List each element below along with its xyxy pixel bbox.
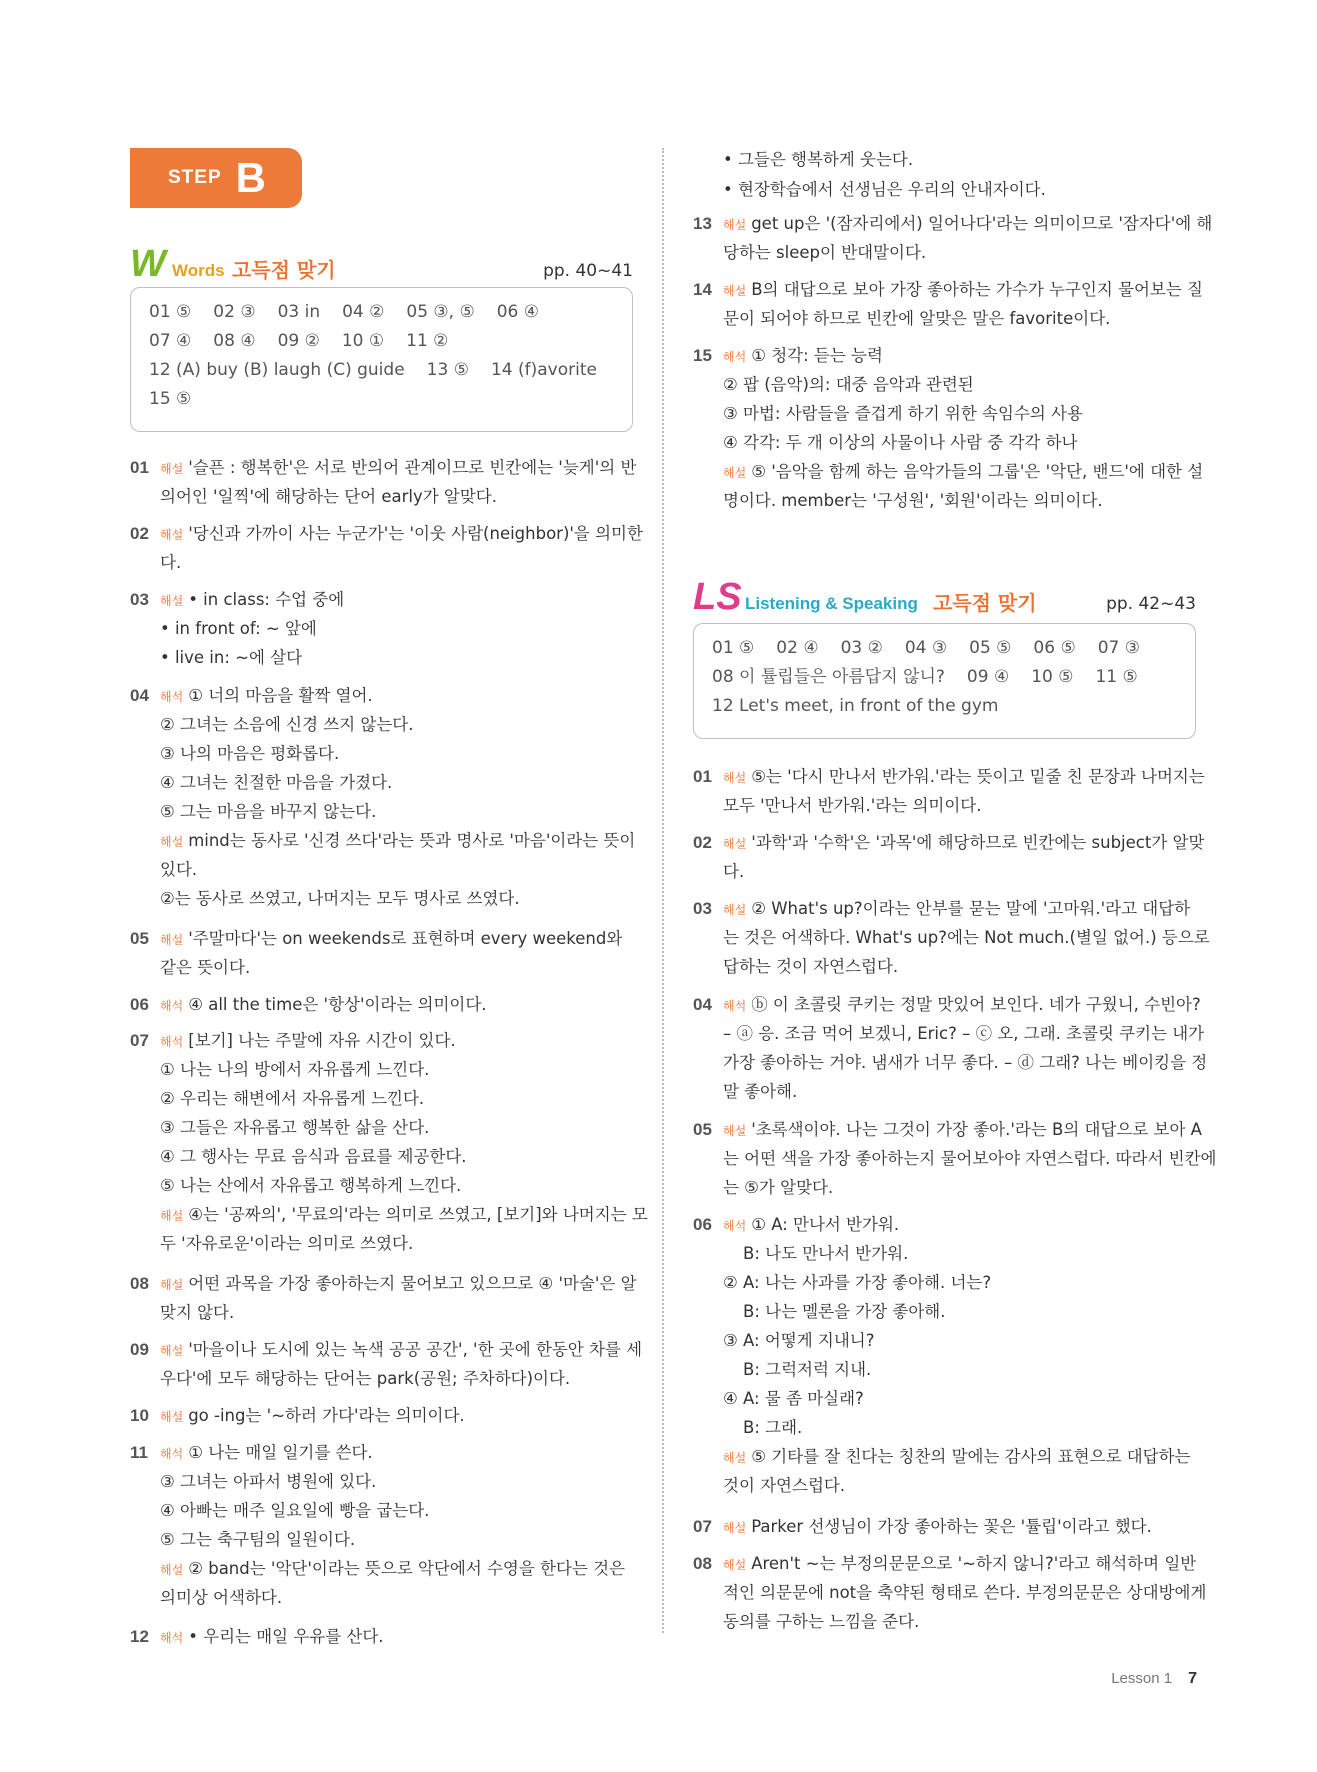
explanation-text: ③ 그녀는 아파서 병원에 있다. xyxy=(160,1471,377,1491)
explanation-text: Parker 선생님이 가장 좋아하는 꽃은 '튤립'이라고 했다. xyxy=(751,1517,1152,1536)
answer-item: 05 ③, ⑤ xyxy=(406,302,475,322)
explanation-text: ② 우리는 해변에서 자유롭게 느낀다. xyxy=(160,1089,425,1108)
explanation-text: 명이다. member는 '구성원', '회원'이라는 의미이다. xyxy=(723,491,1103,510)
item-number: 07 xyxy=(130,1031,149,1050)
explanation-line xyxy=(693,1019,1205,1048)
explanation-text: mind는 동사로 '신경 쓰다'라는 뜻과 명사로 '마음'이라는 뜻이 xyxy=(188,830,636,850)
explanation-line xyxy=(130,797,633,826)
explanation-line xyxy=(130,548,633,577)
explanation-tag: 해설 xyxy=(723,1451,747,1465)
explanation-text: B: 그래. xyxy=(743,1418,803,1437)
explanation-item xyxy=(693,341,1204,515)
explanation-line xyxy=(130,1467,633,1496)
explanation-text: ⑤ 그는 마음을 바꾸지 않는다. xyxy=(160,801,377,821)
explanation-tag: 해설 xyxy=(160,834,184,849)
explanation-text: • in class: 수업 중에 xyxy=(188,590,345,609)
explanation-item xyxy=(693,209,1213,267)
answer-item: 02 ④ xyxy=(776,638,819,658)
explanation-text: ⓑ 이 초콜릿 쿠키는 정말 맛있어 보인다. 네가 구웠니, 수빈아? xyxy=(751,994,1201,1014)
item-number: 01 xyxy=(693,767,712,786)
step-word: STEP xyxy=(168,167,222,188)
explanation-line xyxy=(130,585,633,614)
explanation-line xyxy=(693,399,1196,428)
explanation-line xyxy=(130,924,633,953)
explanation-text: go -ing는 '~하러 가다'라는 의미이다. xyxy=(188,1406,465,1425)
explanation-text: 우다'에 모두 해당하는 단어는 park(공원; 주차하다)이다. xyxy=(160,1369,571,1388)
explanation-text: ② band는 '악단'이라는 뜻으로 악단에서 수영을 한다는 것은 xyxy=(188,1558,626,1578)
item-number: 14 xyxy=(693,280,712,299)
explanation-item xyxy=(693,828,1205,886)
explanation-text: • 우리는 매일 우유를 산다. xyxy=(188,1626,384,1646)
explanation-text: 다. xyxy=(160,553,182,572)
item-number: 03 xyxy=(130,590,149,609)
item-number: 13 xyxy=(693,214,712,233)
explanation-text: 맞지 않다. xyxy=(160,1303,235,1322)
item-number: 03 xyxy=(693,899,712,918)
explanation-line xyxy=(130,1401,633,1430)
explanation-text: B의 대답으로 보아 가장 좋아하는 가수가 누구인지 물어보는 질 xyxy=(751,280,1203,299)
explanation-line xyxy=(693,1239,1196,1268)
ls-title: 고득점 맞기 xyxy=(933,591,1037,615)
answer-item: 07 ③ xyxy=(1097,638,1140,658)
explanation-item xyxy=(693,1210,1196,1500)
explanation-line xyxy=(693,791,1196,820)
explanation-item xyxy=(693,275,1203,333)
explanation-tag: 해설 xyxy=(160,932,184,947)
explanation-text: 동의를 구하는 느낌을 준다. xyxy=(723,1611,920,1631)
explanation-item xyxy=(693,1512,1196,1541)
page-footer xyxy=(1111,1670,1197,1688)
explanation-item xyxy=(693,1549,1207,1636)
item-number: 05 xyxy=(693,1119,712,1139)
explanation-item xyxy=(693,894,1210,981)
explanation-line xyxy=(130,710,633,739)
item-number: 11 xyxy=(130,1442,148,1462)
explanation-line xyxy=(693,1512,1196,1541)
explanation-tag: 해설 xyxy=(723,218,747,232)
explanation-line xyxy=(130,990,633,1019)
explanation-text: ⑤ 기타를 잘 친다는 칭찬의 말에는 감사의 표현으로 대답하는 xyxy=(751,1447,1191,1466)
explanation-text: 의어인 '일찍'에 해당하는 단어 early가 알맞다. xyxy=(160,487,497,506)
explanation-line xyxy=(130,1142,633,1171)
explanation-text: ① 나는 매일 일기를 쓴다. xyxy=(188,1442,373,1462)
explanation-item xyxy=(130,1622,633,1651)
answer-item: 13 ⑤ xyxy=(426,360,469,380)
explanation-line xyxy=(693,1578,1207,1607)
explanation-line xyxy=(693,1442,1196,1471)
explanation-text: B: 그럭저럭 지내. xyxy=(743,1360,872,1379)
explanation-text: ① A: 만나서 반가워. xyxy=(751,1215,900,1234)
explanation-line xyxy=(130,884,633,913)
explanation-line xyxy=(693,1077,1196,1106)
answer-item: 07 ④ xyxy=(149,331,192,351)
explanation-text: ④ 각각: 두 개 이상의 사물이나 사람 중 각각 하나 xyxy=(723,433,1078,452)
explanation-line xyxy=(130,1335,643,1364)
explanation-item xyxy=(130,681,636,913)
answer-item: 05 ⑤ xyxy=(969,638,1012,658)
answer-item: 09 ② xyxy=(277,331,320,351)
explanation-tag: 해설 xyxy=(160,594,184,608)
words-title: 고득점 맞기 xyxy=(232,258,336,282)
explanation-text: ⑤는 '다시 만나서 반가워.'라는 뜻이고 밑줄 친 문장과 나머지는 xyxy=(751,767,1205,786)
explanation-item xyxy=(130,1269,637,1327)
explanation-text: 가장 좋아하는 거야. 냄새가 너무 좋다. – ⓓ 그래? 나는 베이킹을 정 xyxy=(723,1052,1208,1072)
explanation-line xyxy=(693,1384,1196,1413)
explanation-line xyxy=(130,855,633,884)
answer-item: 14 (f)avorite xyxy=(490,360,597,380)
answer-item: 08 이 튤립들은 아름답지 않니? xyxy=(712,667,945,687)
explanation-tag: 해설 xyxy=(723,1521,747,1535)
explanation-text: ① 너의 마음을 활짝 열어. xyxy=(188,685,373,705)
explanation-item xyxy=(130,1401,633,1430)
ls-logo-icon: LS xyxy=(693,576,742,618)
explanation-line xyxy=(130,1055,633,1084)
explanation-item xyxy=(130,585,633,672)
explanation-line xyxy=(130,1583,633,1612)
explanation-line xyxy=(130,1525,633,1554)
explanation-text: ④ all the time은 '항상'이라는 의미이다. xyxy=(188,994,487,1014)
explanation-line xyxy=(693,1297,1196,1326)
explanation-tag: 해설 xyxy=(723,1557,747,1572)
explanation-text: ④는 '공짜의', '무료의'라는 의미로 쓰였고, [보기]와 나머지는 모 xyxy=(188,1205,648,1224)
answer-item: 04 ② xyxy=(342,302,385,322)
explanation-text: 는 어떤 색을 가장 좋아하는지 물어보아야 자연스럽다. 따라서 빈칸에 xyxy=(723,1148,1217,1168)
explanation-item xyxy=(130,1026,648,1258)
item-number: 12 xyxy=(130,1626,149,1646)
answer-item: 11 ⑤ xyxy=(1095,667,1138,687)
explanation-line xyxy=(130,453,637,482)
words-header xyxy=(130,245,633,285)
explanation-line xyxy=(693,238,1196,267)
explanation-line xyxy=(693,1115,1202,1144)
answer-line xyxy=(712,634,1177,663)
explanation-item xyxy=(130,1438,633,1612)
explanation-line xyxy=(130,739,633,768)
item-number: 06 xyxy=(693,1215,712,1234)
explanation-line xyxy=(693,1144,1217,1173)
explanation-tag: 해설 xyxy=(160,1209,184,1223)
explanation-text: ③ 그들은 자유롭고 행복한 삶을 산다. xyxy=(160,1118,430,1137)
explanation-line xyxy=(693,952,1196,981)
explanation-text: 적인 의문문에 not을 축약된 형태로 쓴다. 부정의문문은 상대방에게 xyxy=(723,1582,1207,1602)
answer-item: 15 ⑤ xyxy=(149,389,192,409)
explanation-text: ① 나는 나의 방에서 자유롭게 느낀다. xyxy=(160,1060,430,1079)
explanation-line xyxy=(130,1438,633,1467)
item-number: 07 xyxy=(693,1517,712,1536)
explanation-tag: 해설 xyxy=(723,771,747,785)
explanation-text: [보기] 나는 주말에 자유 시간이 있다. xyxy=(188,1031,456,1050)
explanation-text: 것이 자연스럽다. xyxy=(723,1476,846,1495)
explanation-text: – ⓐ 응. 조금 먹어 보겠니, Eric? – ⓒ 오, 그래. 초콜릿 쿠키는 내가 xyxy=(723,1023,1205,1043)
explanation-tag: 해설 xyxy=(160,1344,184,1358)
explanation-text: get up은 '(잠자리에서) 일어나다'라는 의미이므로 '잠자다'에 해 xyxy=(751,214,1213,233)
words-logo-icon: W xyxy=(130,243,166,285)
explanation-text: ⑤ '음악을 함께 하는 음악가들의 그룹'은 '악단, 밴드'에 대한 설 xyxy=(751,462,1204,481)
explanation-line xyxy=(693,275,1203,304)
answer-item: 08 ④ xyxy=(213,331,256,351)
explanation-line xyxy=(693,1471,1196,1500)
ls-sub: Listening & Speaking xyxy=(745,594,918,613)
explanation-line xyxy=(130,1113,633,1142)
explanation-text: '슬픈 : 행복한'은 서로 반의어 관계이므로 빈칸에는 '늦게'의 반 xyxy=(188,458,637,477)
answer-line xyxy=(712,663,1177,692)
explanation-line xyxy=(693,486,1196,515)
explanation-line xyxy=(130,826,636,855)
explanation-text: ②는 동사로 쓰였고, 나머지는 모두 명사로 쓰였다. xyxy=(160,888,520,908)
explanation-text: '초록색이야. 나는 그것이 가장 좋아.'라는 B의 대답으로 보아 A xyxy=(751,1119,1202,1139)
explanation-text: • in front of: ~ 앞에 xyxy=(160,619,317,638)
item-number: 08 xyxy=(693,1553,712,1573)
explanation-text: 문이 되어야 하므로 빈칸에 알맞은 말은 favorite이다. xyxy=(723,309,1111,328)
explanation-line xyxy=(693,370,1196,399)
explanation-line xyxy=(130,1200,648,1229)
continuation-line: • 현장학습에서 선생님은 우리의 안내자이다. xyxy=(723,179,1046,199)
answer-item: 09 ④ xyxy=(966,667,1010,687)
answer-item: 04 ③ xyxy=(904,638,948,658)
explanation-text: '당신과 가까이 사는 누군가'는 '이웃 사람(neighbor)'을 의미한 xyxy=(188,524,643,543)
explanation-text: 있다. xyxy=(160,859,198,879)
explanation-text: ⑤ 나는 산에서 자유롭고 행복하게 느낀다. xyxy=(160,1176,462,1195)
explanation-line xyxy=(130,768,633,797)
explanation-line xyxy=(130,1026,633,1055)
words-pages: pp. 40~41 xyxy=(543,261,633,281)
answer-item: 10 ① xyxy=(341,331,385,351)
explanation-text: Aren't ~는 부정의문문으로 '~하지 않니?'라고 해석하며 일반 xyxy=(751,1553,1197,1573)
item-number: 09 xyxy=(130,1340,149,1359)
explanation-tag: 해석 xyxy=(160,689,184,704)
explanation-tag: 해설 xyxy=(723,903,747,917)
item-number: 08 xyxy=(130,1274,149,1293)
explanation-text: '과학'과 '수학'은 '과목'에 해당하므로 빈칸에는 subject가 알맞 xyxy=(751,833,1205,852)
explanation-item xyxy=(130,453,637,511)
explanation-text: ① 청각: 듣는 능력 xyxy=(751,346,883,365)
explanation-tag: 해설 xyxy=(160,1410,184,1424)
explanation-line xyxy=(130,1298,633,1327)
explanation-tag: 해설 xyxy=(160,1278,184,1292)
item-number: 04 xyxy=(693,994,712,1014)
explanation-text: 는 것은 어색하다. What's up?에는 Not much.(별일 없어.) 등으로 xyxy=(723,928,1210,947)
explanation-line xyxy=(693,457,1204,486)
item-number: 01 xyxy=(130,458,149,477)
item-number: 04 xyxy=(130,685,149,705)
words-answer-box xyxy=(130,287,633,432)
answer-item: 01 ⑤ xyxy=(149,302,192,322)
explanation-item xyxy=(693,990,1208,1106)
item-number: 02 xyxy=(130,524,149,543)
explanation-tag: 해석 xyxy=(723,1219,747,1233)
explanation-text: 어떤 과목을 가장 좋아하는지 물어보고 있으므로 ④ '마술'은 알 xyxy=(188,1274,637,1293)
explanation-text: 다. xyxy=(723,862,745,881)
explanation-text: ② A: 나는 사과를 가장 좋아해. 너는? xyxy=(723,1273,992,1292)
answer-item: 06 ⑤ xyxy=(1033,638,1076,658)
explanation-text: 같은 뜻이다. xyxy=(160,957,251,977)
explanation-text: ③ A: 어떻게 지내니? xyxy=(723,1331,875,1350)
explanation-line xyxy=(693,857,1196,886)
explanation-line xyxy=(693,341,1196,370)
explanation-item xyxy=(130,924,633,982)
explanation-text: ③ 나의 마음은 평화롭다. xyxy=(160,743,340,763)
item-number: 06 xyxy=(130,994,149,1014)
explanation-line xyxy=(693,1173,1196,1202)
explanation-text: '주말마다'는 on weekends로 표현하며 every weekend와 xyxy=(188,928,623,948)
answer-item: 10 ⑤ xyxy=(1031,667,1074,687)
explanation-item xyxy=(693,1115,1217,1202)
explanation-tag: 해석 xyxy=(160,998,184,1013)
explanation-line xyxy=(130,482,633,511)
page-number: 7 xyxy=(1188,1670,1197,1687)
explanation-line xyxy=(130,1171,633,1200)
explanation-text: ② What's up?이라는 안부를 묻는 말에 '고마워.'라고 대답하 xyxy=(751,899,1191,918)
explanation-line xyxy=(693,428,1196,457)
item-number: 05 xyxy=(130,928,149,948)
explanation-line xyxy=(693,1607,1196,1636)
explanation-text: B: 나는 멜론을 가장 좋아해. xyxy=(743,1302,946,1321)
explanation-line xyxy=(130,1364,633,1393)
item-number: 02 xyxy=(693,833,712,852)
explanation-line xyxy=(130,614,633,643)
explanation-line xyxy=(130,1554,633,1583)
explanation-line xyxy=(130,953,633,982)
explanation-line xyxy=(130,681,633,710)
explanation-line xyxy=(693,1210,1196,1239)
explanation-text: ⑤ 그는 축구팀의 일원이다. xyxy=(160,1529,356,1549)
explanation-tag: 해석 xyxy=(160,1035,184,1049)
explanation-line xyxy=(693,762,1205,791)
answer-item: 02 ③ xyxy=(213,302,256,322)
explanation-line xyxy=(130,1084,633,1113)
answer-item: 03 in xyxy=(277,302,321,322)
step-letter: B xyxy=(235,154,266,201)
explanation-line xyxy=(693,1413,1196,1442)
explanation-line xyxy=(693,828,1205,857)
explanation-line xyxy=(130,1269,637,1298)
item-number: 10 xyxy=(130,1406,149,1425)
answer-item: 12 (A) buy (B) laugh (C) guide xyxy=(149,360,405,380)
explanation-tag: 해석 xyxy=(160,1446,184,1461)
explanation-item xyxy=(693,762,1205,820)
words-sub: Words xyxy=(172,261,225,280)
answer-item: 03 ② xyxy=(840,638,883,658)
answer-line xyxy=(149,385,614,414)
answer-item: 01 ⑤ xyxy=(712,638,755,658)
explanation-line xyxy=(693,1268,1196,1297)
explanation-tag: 해석 xyxy=(723,350,747,364)
explanation-line xyxy=(693,1355,1196,1384)
explanation-text: ④ 그 행사는 무료 음식과 음료를 제공한다. xyxy=(160,1147,467,1166)
explanation-line xyxy=(693,923,1210,952)
answer-item: 11 ② xyxy=(406,331,449,351)
explanation-item xyxy=(130,990,633,1019)
explanation-line xyxy=(130,519,643,548)
explanation-text: '마을이나 도시에 있는 녹색 공공 공간', '한 곳에 한동안 차를 세 xyxy=(188,1340,643,1359)
answer-item: 06 ④ xyxy=(496,302,539,322)
ls-answer-box xyxy=(693,623,1196,739)
answer-item: 12 Let's meet, in front of the gym xyxy=(712,696,999,716)
explanation-text: ② 팝 (음악)의: 대중 음악과 관련된 xyxy=(723,375,974,394)
explanation-text: • live in: ~에 살다 xyxy=(160,648,303,667)
explanation-tag: 해설 xyxy=(723,466,747,480)
explanation-text: 모두 '만나서 반가워.'라는 의미이다. xyxy=(723,796,982,815)
explanation-tag: 해설 xyxy=(160,528,184,542)
explanation-text: 는 ⑤가 알맞다. xyxy=(723,1177,834,1197)
explanation-text: 두 '자유로운'이라는 의미로 쓰였다. xyxy=(160,1234,414,1253)
explanation-line xyxy=(693,304,1196,333)
explanation-line xyxy=(693,894,1196,923)
explanation-tag: 해석 xyxy=(723,998,747,1013)
explanation-text: 말 좋아해. xyxy=(723,1081,798,1101)
explanation-line xyxy=(130,1229,633,1258)
explanation-text: ③ 마법: 사람들을 즐겁게 하기 위한 속임수의 사용 xyxy=(723,404,1083,423)
answer-line xyxy=(149,327,614,356)
explanation-line xyxy=(693,1326,1196,1355)
explanation-text: ④ 그녀는 친절한 마음을 가졌다. xyxy=(160,772,393,792)
explanation-line xyxy=(130,1496,633,1525)
explanation-item xyxy=(130,519,643,577)
explanation-text: B: 나도 만나서 반가워. xyxy=(743,1244,909,1263)
explanation-line xyxy=(693,1048,1208,1077)
explanation-text: ④ 아빠는 매주 일요일에 빵을 굽는다. xyxy=(160,1500,430,1520)
explanation-text: 답하는 것이 자연스럽다. xyxy=(723,957,899,976)
explanation-tag: 해설 xyxy=(723,284,747,298)
explanation-tag: 해설 xyxy=(160,1562,184,1577)
explanation-line xyxy=(693,1549,1196,1578)
explanation-line xyxy=(693,990,1201,1019)
explanation-line xyxy=(130,643,633,672)
explanation-tag: 해설 xyxy=(723,1123,747,1138)
answer-line xyxy=(149,298,614,327)
explanation-line xyxy=(693,209,1213,238)
item-number: 15 xyxy=(693,346,712,365)
explanation-line xyxy=(130,1622,633,1651)
explanation-item xyxy=(130,1335,643,1393)
continuation-line: • 그들은 행복하게 웃는다. xyxy=(723,150,914,169)
explanation-text: 당하는 sleep이 반대말이다. xyxy=(723,243,927,262)
column-divider xyxy=(662,148,664,1633)
ls-pages: pp. 42~43 xyxy=(1106,594,1196,614)
ls-header xyxy=(693,578,1196,618)
explanation-text: 의미상 어색하다. xyxy=(160,1587,283,1607)
explanation-tag: 해설 xyxy=(160,462,184,476)
explanation-tag: 해설 xyxy=(723,837,747,851)
lesson-label: Lesson 1 xyxy=(1111,1670,1173,1687)
answer-line xyxy=(712,692,1177,721)
step-banner xyxy=(130,148,302,208)
explanation-text: ② 그녀는 소음에 신경 쓰지 않는다. xyxy=(160,714,414,734)
explanation-tag: 해석 xyxy=(160,1630,184,1645)
explanation-text: ④ A: 물 좀 마실래? xyxy=(723,1389,864,1408)
answer-line xyxy=(149,356,614,385)
